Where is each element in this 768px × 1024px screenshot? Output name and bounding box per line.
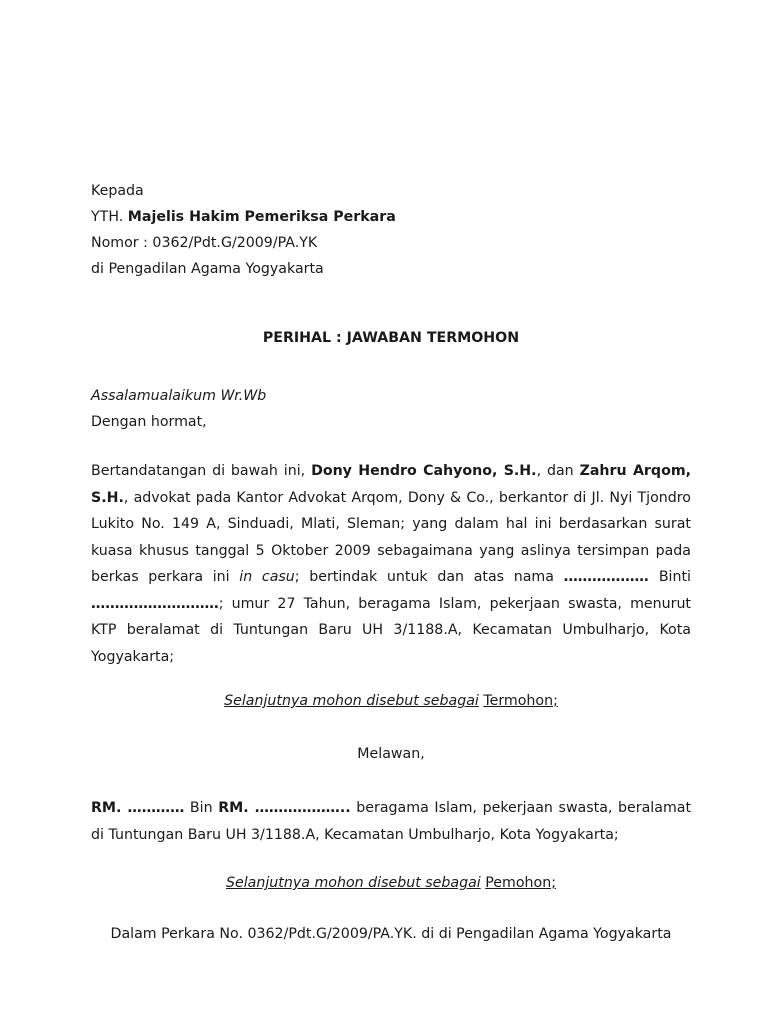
subject-heading: PERIHAL : JAWABAN TERMOHON <box>262 330 520 346</box>
salam: Assalamualaikum Wr.Wb <box>91 388 267 404</box>
counsel-name-2: Zahru Arqom, S.H. <box>91 463 691 506</box>
court-name: di Pengadilan Agama Yogyakarta <box>91 261 324 277</box>
role-termohon: Termohon; <box>483 693 558 709</box>
opponent-paragraph: RM. ………… Bin RM. ……………….. beragama Islam, pekerjaan swasta, beralamat di Tuntungan Baru UH 3/1188.A, Kecamatan Umbulharjo, Kota Yogyakarta; <box>91 800 692 843</box>
greeting-block <box>91 383 691 435</box>
counsel-name-1: Dony Hendro Cahyono, S.H. <box>311 463 537 479</box>
opponent-name-blank: RM. ………… <box>91 800 185 816</box>
yth-recipient: Majelis Hakim Pemeriksa Perkara <box>127 209 396 225</box>
recipient-to: Kepada <box>91 183 144 199</box>
client-father-blank: ……………………… <box>91 595 219 612</box>
case-reference: Dalam Perkara No. 0362/Pdt.G/2009/PA.YK. di di Pengadilan Agama Yogyakarta <box>110 926 672 942</box>
designation-termohon: Selanjutnya mohon disebut sebagai Termohon; <box>224 693 558 709</box>
yth-prefix: YTH. <box>91 209 128 225</box>
case-number: Nomor : 0362/Pdt.G/2009/PA.YK <box>91 235 318 251</box>
dengan-hormat: Dengan hormat, <box>91 414 207 430</box>
versus-label: Melawan, <box>357 746 425 762</box>
counsel-paragraph: Bertandatangan di bawah ini, Dony Hendro Cahyono, S.H., dan Zahru Arqom, S.H., advokat pada Kantor Advokat Arqom, Dony & Co., berkantor di Jl. Nyi Tjondro Lukito No. 149 A, Sinduadi, Mlati, Sleman; yang dalam hal ini berdasarkan surat kuasa khusus tanggal 5 Oktober 2009 sebagaimana yang aslinya tersimpan pada berkas perkara ini in casu; bertindak untuk dan atas nama ……………… Binti ………………………; umur 27 Tahun, beragama Islam, pekerjaan swasta, menurut KTP beralamat di Tuntungan Baru UH 3/1188.A, Kecamatan Umbulharjo, Kota Yogyakarta; <box>91 463 691 665</box>
designation-pemohon: Selanjutnya mohon disebut sebagai Pemohon; <box>226 875 556 891</box>
recipient-block <box>91 178 691 282</box>
opponent-father-blank: RM. ……………….. <box>218 800 351 816</box>
in-casu: in casu <box>239 569 295 585</box>
client-name-blank: ……………… <box>563 569 659 585</box>
role-pemohon: Pemohon; <box>485 875 556 891</box>
recipient-yth <box>91 204 691 230</box>
